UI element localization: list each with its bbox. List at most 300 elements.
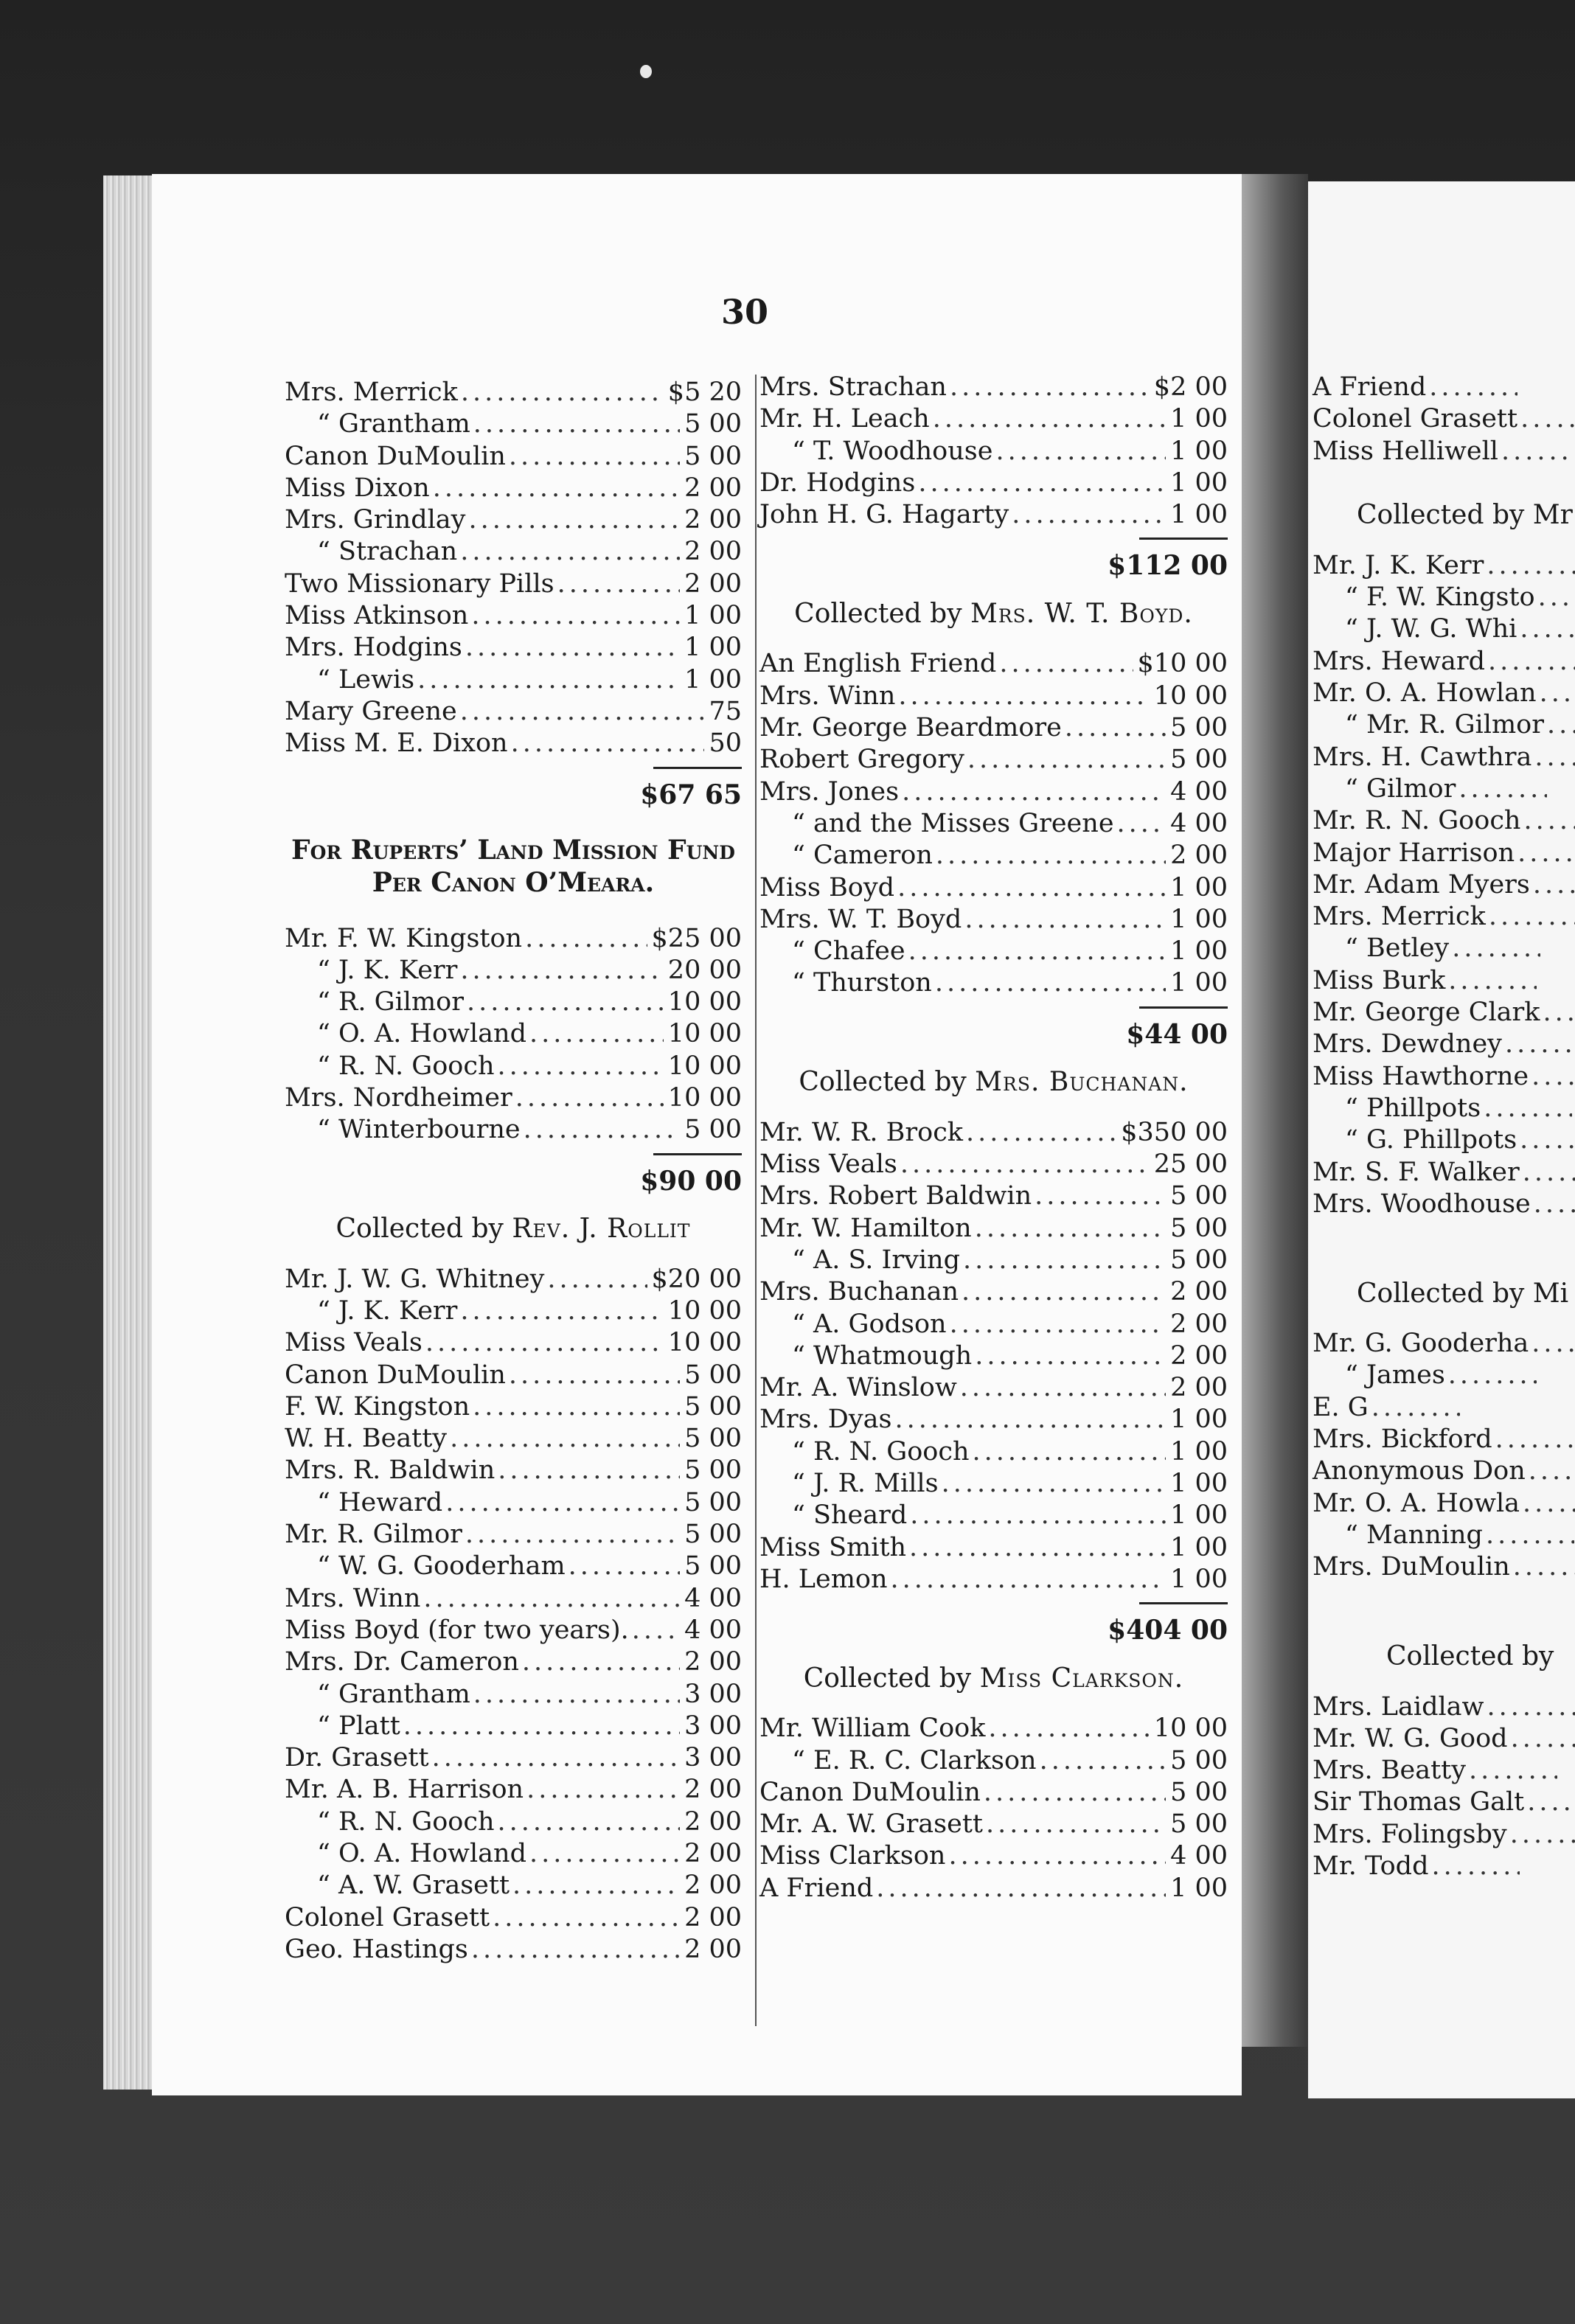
leader-dots bbox=[468, 1935, 680, 1964]
list-item bbox=[759, 841, 1228, 872]
list-item bbox=[759, 372, 1228, 404]
contributor-name: “ Whatmough bbox=[792, 1340, 973, 1371]
list-item bbox=[759, 1405, 1228, 1436]
leader-dots bbox=[1484, 1692, 1575, 1722]
list-item bbox=[1312, 933, 1575, 965]
contributor-name: “ Winterbourne bbox=[317, 1115, 521, 1145]
list-item bbox=[285, 924, 742, 956]
contributor-name: “ Heward bbox=[317, 1487, 443, 1517]
col-c-list3 bbox=[1312, 1329, 1575, 1584]
column-divider bbox=[755, 375, 757, 2026]
contributor-name: Sir Thomas Galt bbox=[1312, 1787, 1525, 1817]
list-item bbox=[285, 697, 742, 728]
col-b-list3 bbox=[759, 1118, 1228, 1596]
contributor-name: Dr. Hodgins bbox=[759, 467, 916, 498]
leader-dots bbox=[888, 1565, 1167, 1594]
leader-dots bbox=[992, 436, 1166, 466]
contribution-amount: 1 00 bbox=[1170, 1436, 1228, 1467]
leader-dots bbox=[1449, 933, 1540, 963]
leader-dots bbox=[1531, 1189, 1575, 1219]
list-item bbox=[1312, 436, 1575, 468]
col-a-list3 bbox=[285, 1264, 742, 1967]
contribution-amount: 2 00 bbox=[684, 568, 742, 599]
leader-dots bbox=[1032, 1181, 1166, 1211]
list-item bbox=[285, 1392, 742, 1424]
leader-dots bbox=[899, 777, 1166, 807]
list-item bbox=[1312, 1787, 1575, 1819]
section-heading bbox=[759, 591, 1228, 636]
list-item bbox=[1312, 1820, 1575, 1851]
contributor-name: Canon DuMoulin bbox=[759, 1777, 981, 1807]
leader-dots bbox=[981, 1778, 1166, 1807]
contributor-name: Mrs. Dewdney bbox=[1312, 1029, 1502, 1060]
list-item bbox=[285, 987, 742, 1019]
leader-dots bbox=[1537, 678, 1575, 708]
contribution-amount: 2 00 bbox=[1170, 1373, 1228, 1403]
contributor-name: Miss Boyd bbox=[759, 872, 895, 902]
leader-dots bbox=[985, 1714, 1149, 1743]
leader-dots bbox=[972, 1214, 1166, 1243]
list-item bbox=[759, 1118, 1228, 1149]
list-item bbox=[759, 1469, 1228, 1500]
heading-collector: Miss Clarkson. bbox=[979, 1663, 1184, 1694]
col-c-list1 bbox=[1312, 372, 1575, 468]
list-item bbox=[759, 1714, 1228, 1745]
list-item bbox=[759, 500, 1228, 532]
total-amount: $404 00 bbox=[1108, 1615, 1228, 1646]
book-page-edges bbox=[103, 175, 155, 2090]
leader-dots bbox=[1492, 1424, 1575, 1454]
leader-dots bbox=[897, 1149, 1150, 1179]
contribution-amount: 5 00 bbox=[684, 1520, 742, 1550]
contributor-name: Mrs. Beatty bbox=[1312, 1756, 1466, 1786]
list-item bbox=[1312, 998, 1575, 1029]
contributor-name: Mrs. Winn bbox=[285, 1583, 421, 1613]
contribution-amount: 1 00 bbox=[684, 601, 742, 631]
leader-dots bbox=[1485, 647, 1575, 676]
total-amount: $44 00 bbox=[1126, 1018, 1228, 1050]
leader-dots bbox=[1037, 1746, 1167, 1775]
leader-dots bbox=[1009, 500, 1166, 529]
list-item bbox=[759, 873, 1228, 905]
col-c-list2 bbox=[1312, 551, 1575, 1221]
section-heading: Collected by bbox=[1386, 1641, 1554, 1671]
list-item bbox=[759, 809, 1228, 841]
list-item bbox=[285, 1647, 742, 1679]
contribution-amount: 1 00 bbox=[1170, 872, 1228, 902]
contributor-name: Canon DuMoulin bbox=[285, 1360, 506, 1390]
contributor-name: Miss Veals bbox=[285, 1328, 423, 1358]
contribution-amount: 50 bbox=[709, 728, 742, 759]
contributor-name: “ E. R. C. Clarkson bbox=[792, 1745, 1037, 1775]
leader-dots bbox=[1515, 838, 1575, 868]
leader-dots bbox=[959, 1277, 1166, 1307]
contributor-name: “ J. K. Kerr bbox=[317, 1295, 458, 1326]
contributor-name: Mrs. Grindlay bbox=[285, 505, 466, 535]
contributor-name: Mr. J. W. G. Whitney bbox=[285, 1264, 545, 1294]
list-item bbox=[759, 777, 1228, 809]
list-item bbox=[1312, 1158, 1575, 1189]
leader-dots bbox=[1445, 966, 1537, 995]
contribution-amount: 2 00 bbox=[684, 1838, 742, 1868]
leader-dots bbox=[957, 1373, 1166, 1402]
contributor-name: Dr. Grasett bbox=[285, 1743, 429, 1773]
list-item bbox=[285, 1775, 742, 1806]
leader-dots bbox=[895, 681, 1149, 711]
contribution-amount: 2 00 bbox=[1170, 1277, 1228, 1307]
col-a-list2 bbox=[285, 924, 742, 1147]
contributor-name: Mr. A. B. Harrison bbox=[285, 1775, 524, 1805]
contribution-amount: 10 00 bbox=[667, 1051, 742, 1081]
list-item bbox=[1312, 710, 1575, 742]
contributor-name: “ T. Woodhouse bbox=[792, 436, 993, 466]
contributor-name: Miss Helliwell bbox=[1312, 436, 1498, 466]
contributor-name: “ R. Gilmor bbox=[317, 987, 464, 1017]
contributor-name: Mr. A. Winslow bbox=[759, 1373, 957, 1403]
contribution-amount: 2 00 bbox=[684, 1806, 742, 1837]
leader-dots bbox=[932, 968, 1166, 998]
contribution-amount: $2 00 bbox=[1153, 372, 1228, 402]
leader-dots bbox=[970, 1437, 1167, 1467]
list-item bbox=[285, 1839, 742, 1871]
leader-dots bbox=[1530, 870, 1575, 900]
contribution-amount: 1 00 bbox=[1170, 1500, 1228, 1531]
contributor-name: Mr. H. Leach bbox=[759, 404, 930, 434]
contribution-amount: 5 00 bbox=[684, 1391, 742, 1422]
list-item bbox=[759, 1309, 1228, 1341]
contributor-name: “ Cameron bbox=[792, 841, 933, 871]
contributor-name: Robert Gregory bbox=[759, 745, 964, 775]
leader-dots bbox=[1502, 1029, 1575, 1059]
list-item bbox=[1312, 1851, 1575, 1883]
list-item bbox=[285, 1360, 742, 1392]
leader-dots bbox=[470, 1392, 680, 1422]
total-amount: $90 00 bbox=[640, 1165, 742, 1197]
list-item bbox=[1312, 902, 1575, 933]
list-item bbox=[1312, 806, 1575, 838]
contributor-name: John H. G. Hagarty bbox=[759, 500, 1009, 530]
leader-dots bbox=[962, 905, 1166, 934]
leader-dots bbox=[1508, 1724, 1575, 1753]
contribution-amount: 1 00 bbox=[1170, 1469, 1228, 1499]
list-item bbox=[285, 1711, 742, 1743]
heading-prefix: Collected by bbox=[799, 1067, 967, 1098]
heading-collector: Mrs. Buchanan. bbox=[975, 1067, 1189, 1098]
contributor-name: Mr. O. A. Howlan bbox=[1312, 678, 1537, 709]
list-item bbox=[759, 713, 1228, 745]
list-item bbox=[285, 1551, 742, 1583]
contributor-name: Miss Boyd (for two years). bbox=[285, 1615, 629, 1645]
contribution-amount: 10 00 bbox=[667, 1019, 742, 1049]
dust-speck bbox=[640, 65, 652, 78]
list-item bbox=[1312, 647, 1575, 678]
list-item bbox=[1312, 372, 1575, 404]
col-b-list2 bbox=[759, 649, 1228, 1000]
list-item bbox=[285, 1935, 742, 1966]
contribution-amount: 10 00 bbox=[1153, 681, 1228, 711]
list-item bbox=[1312, 1329, 1575, 1360]
contributor-name: “ Chafee bbox=[792, 936, 905, 967]
contributor-name: Colonel Grasett bbox=[1312, 404, 1518, 434]
leader-dots bbox=[526, 1839, 680, 1868]
heading-collector: Rev. J. Rollit bbox=[512, 1214, 691, 1245]
leader-dots bbox=[457, 1296, 663, 1326]
contribution-amount: 10 00 bbox=[1153, 1714, 1228, 1744]
contributor-name: A Friend bbox=[759, 1873, 874, 1903]
list-item bbox=[285, 505, 742, 537]
contribution-amount: $20 00 bbox=[651, 1264, 742, 1294]
contribution-amount: 5 00 bbox=[1170, 713, 1228, 743]
leader-dots bbox=[933, 841, 1166, 870]
leader-dots bbox=[495, 1051, 664, 1081]
list-item bbox=[285, 601, 742, 633]
contributor-name: Major Harrison bbox=[1312, 838, 1515, 868]
leader-dots bbox=[429, 1743, 681, 1772]
leader-dots bbox=[524, 1775, 680, 1804]
leader-dots bbox=[1484, 551, 1575, 580]
contribution-amount: 1 00 bbox=[1170, 1564, 1228, 1594]
list-item bbox=[759, 1245, 1228, 1277]
leader-dots bbox=[544, 1264, 647, 1294]
contributor-name: Miss Veals bbox=[759, 1149, 897, 1180]
list-item bbox=[1312, 1724, 1575, 1756]
leader-dots bbox=[1517, 614, 1575, 644]
contribution-amount: 4 00 bbox=[1170, 776, 1228, 807]
leader-dots bbox=[915, 468, 1166, 498]
leader-dots bbox=[465, 505, 680, 535]
contribution-amount: 5 00 bbox=[684, 441, 742, 471]
leader-dots bbox=[420, 1584, 680, 1613]
contribution-amount: 5 00 bbox=[684, 1455, 742, 1486]
contribution-amount: 2 00 bbox=[684, 473, 742, 503]
leader-dots bbox=[1520, 806, 1575, 835]
leader-dots bbox=[983, 1809, 1166, 1839]
contribution-amount: 1 00 bbox=[1170, 1532, 1228, 1562]
list-item bbox=[285, 1807, 742, 1839]
list-item bbox=[285, 1296, 742, 1328]
contributor-name: Mrs. Dyas bbox=[759, 1405, 892, 1435]
list-item bbox=[759, 1341, 1228, 1373]
contribution-amount: 2 00 bbox=[684, 1775, 742, 1805]
contributor-name: Mrs. Hodgins bbox=[285, 633, 462, 663]
list-item bbox=[1312, 1093, 1575, 1125]
leader-dots bbox=[519, 1647, 680, 1677]
list-item bbox=[1312, 966, 1575, 998]
contributor-name: “ Grantham bbox=[317, 1679, 470, 1709]
leader-dots bbox=[1510, 1552, 1575, 1582]
list-item bbox=[759, 1149, 1228, 1181]
leader-dots bbox=[1062, 713, 1166, 742]
contributor-name: “ F. W. Kingsto bbox=[1345, 582, 1535, 613]
list-item bbox=[285, 1083, 742, 1115]
contributor-name: Mrs. Laidlaw bbox=[1312, 1691, 1484, 1722]
list-item bbox=[1312, 551, 1575, 582]
leader-dots bbox=[526, 1019, 664, 1048]
leader-dots bbox=[945, 1841, 1166, 1871]
list-item bbox=[759, 649, 1228, 681]
contribution-amount: 2 00 bbox=[684, 1934, 742, 1964]
contributor-name: Colonel Grasett bbox=[285, 1902, 490, 1932]
contribution-amount: 5 00 bbox=[684, 409, 742, 439]
contributor-name: Mr. J. K. Kerr bbox=[1312, 550, 1484, 580]
list-item bbox=[285, 1743, 742, 1775]
contribution-amount: 1 00 bbox=[1170, 904, 1228, 934]
contributor-name: “ Strachan bbox=[317, 537, 458, 567]
contributor-name: Mrs. Dr. Cameron bbox=[285, 1647, 519, 1677]
contributor-name: Canon DuMoulin bbox=[285, 441, 506, 471]
list-item bbox=[759, 404, 1228, 436]
contributor-name: “ Thurston bbox=[792, 968, 932, 998]
col-c-list4 bbox=[1312, 1692, 1575, 1884]
contributor-name: “ A. W. Grasett bbox=[317, 1871, 510, 1901]
contribution-amount: 1 00 bbox=[1170, 968, 1228, 998]
contributor-name: “ Grantham bbox=[317, 409, 470, 439]
leader-dots bbox=[457, 697, 705, 726]
list-item bbox=[1312, 1552, 1575, 1584]
list-item bbox=[1312, 1692, 1575, 1724]
contribution-amount: 5 00 bbox=[1170, 1213, 1228, 1243]
contributor-name: Anonymous Don bbox=[1312, 1456, 1526, 1486]
contributor-name: Mr. George Clark bbox=[1312, 998, 1540, 1028]
list-item bbox=[285, 1424, 742, 1455]
contribution-amount: 2 00 bbox=[684, 1871, 742, 1901]
list-item bbox=[285, 569, 742, 601]
section-heading bbox=[759, 1060, 1228, 1104]
contribution-amount: 1 00 bbox=[1170, 467, 1228, 498]
contributor-name: “ J. K. Kerr bbox=[317, 955, 458, 985]
contributor-name: “ A. Godson bbox=[792, 1309, 947, 1339]
contributor-name: Mary Greene bbox=[285, 696, 457, 726]
contributor-name: F. W. Kingston bbox=[285, 1391, 470, 1422]
contribution-amount: 20 00 bbox=[667, 955, 742, 985]
contributor-name: “ Mr. R. Gilmor bbox=[1345, 710, 1544, 740]
contribution-amount: 3 00 bbox=[684, 1711, 742, 1741]
list-item bbox=[285, 665, 742, 697]
leader-dots bbox=[939, 1469, 1166, 1498]
heading-line: For Ruperts’ Land Mission Fund bbox=[291, 834, 735, 866]
list-item bbox=[285, 728, 742, 760]
leader-dots bbox=[1524, 1787, 1575, 1817]
contributor-name: Miss Burk bbox=[1312, 965, 1446, 995]
leader-dots bbox=[1544, 710, 1575, 740]
list-item bbox=[759, 1746, 1228, 1778]
list-item bbox=[1312, 1125, 1575, 1157]
leader-dots bbox=[972, 1341, 1166, 1371]
leader-dots bbox=[960, 1245, 1166, 1275]
list-item bbox=[285, 1520, 742, 1551]
leader-dots bbox=[1507, 1820, 1575, 1849]
list-item bbox=[285, 1019, 742, 1051]
list-item bbox=[759, 968, 1228, 1000]
leader-dots bbox=[414, 665, 680, 695]
contributor-name: A Friend bbox=[1312, 372, 1427, 402]
leader-dots bbox=[1540, 998, 1575, 1027]
leader-dots bbox=[468, 601, 680, 630]
list-item bbox=[759, 1565, 1228, 1596]
list-item bbox=[285, 1264, 742, 1296]
contributor-name: Mrs. Merrick bbox=[285, 378, 458, 407]
leader-dots bbox=[464, 987, 664, 1017]
contributor-name: “ and the Misses Greene bbox=[792, 808, 1114, 838]
leader-dots bbox=[891, 1405, 1166, 1434]
list-item bbox=[1312, 1489, 1575, 1520]
contributor-name: Miss Atkinson bbox=[285, 601, 469, 631]
list-item bbox=[759, 1778, 1228, 1809]
list-item bbox=[1312, 1756, 1575, 1787]
leader-dots bbox=[508, 728, 705, 758]
leader-dots bbox=[506, 442, 680, 471]
contributor-name: “ W. G. Gooderham bbox=[317, 1551, 566, 1582]
contribution-amount: 1 00 bbox=[1170, 436, 1228, 466]
leader-dots bbox=[554, 569, 680, 599]
list-item bbox=[1312, 1189, 1575, 1221]
list-item bbox=[1312, 1360, 1575, 1392]
contributor-name: Mr. W. G. Good bbox=[1312, 1723, 1508, 1753]
contributor-name: “ Platt bbox=[317, 1711, 400, 1741]
leader-dots bbox=[522, 924, 647, 953]
leader-dots bbox=[1520, 1489, 1575, 1518]
contributor-name: Mr. W. R. Brock bbox=[759, 1117, 964, 1147]
contributor-name: Mr. George Beardmore bbox=[759, 713, 1062, 743]
leader-dots bbox=[1466, 1756, 1557, 1785]
total-amount: $112 00 bbox=[1108, 550, 1228, 582]
contributor-name: “ Sheard bbox=[792, 1500, 908, 1531]
contributor-name: “ O. A. Howland bbox=[317, 1838, 526, 1868]
contributor-name: H. Lemon bbox=[759, 1564, 888, 1594]
list-item bbox=[285, 1455, 742, 1487]
contributor-name: Miss Clarkson bbox=[759, 1841, 946, 1871]
list-item bbox=[759, 1214, 1228, 1245]
leader-dots bbox=[1456, 774, 1547, 804]
heading-collector: Mrs. W. T. Boyd. bbox=[970, 598, 1193, 629]
contributor-name: “ Manning bbox=[1345, 1520, 1483, 1550]
list-item bbox=[1312, 838, 1575, 870]
contribution-amount: 4 00 bbox=[684, 1583, 742, 1613]
contributor-name: Mrs. H. Cawthra bbox=[1312, 742, 1532, 772]
contribution-amount: 5 00 bbox=[684, 1424, 742, 1454]
contribution-amount: $25 00 bbox=[651, 923, 742, 953]
contributor-name: “ R. N. Gooch bbox=[317, 1051, 495, 1081]
contribution-amount: 5 00 bbox=[684, 1115, 742, 1145]
contributor-name: Mrs. Winn bbox=[759, 681, 896, 711]
contributor-name: Mrs. Nordheimer bbox=[285, 1083, 512, 1113]
contribution-amount: 1 00 bbox=[684, 664, 742, 695]
list-item bbox=[1312, 404, 1575, 436]
leader-dots bbox=[1369, 1393, 1460, 1422]
list-item bbox=[759, 1874, 1228, 1905]
contribution-amount: $350 00 bbox=[1121, 1117, 1228, 1147]
contribution-amount: 5 00 bbox=[1170, 1245, 1228, 1275]
leader-dots bbox=[470, 409, 680, 439]
contributor-name: Mr. F. W. Kingston bbox=[285, 923, 523, 953]
leader-dots bbox=[930, 404, 1166, 434]
list-item bbox=[285, 537, 742, 568]
list-item bbox=[1312, 582, 1575, 614]
list-item bbox=[1312, 1062, 1575, 1093]
contribution-amount: 2 00 bbox=[1170, 1309, 1228, 1339]
contributor-name: Geo. Hastings bbox=[285, 1934, 468, 1964]
list-item bbox=[1312, 1393, 1575, 1424]
contribution-amount: 5 00 bbox=[684, 1487, 742, 1517]
contribution-amount: 1 00 bbox=[1170, 404, 1228, 434]
list-item bbox=[285, 1584, 742, 1615]
contribution-amount: 2 00 bbox=[684, 537, 742, 567]
list-item bbox=[1312, 1456, 1575, 1488]
contribution-amount: 1 00 bbox=[1170, 500, 1228, 530]
list-item bbox=[759, 468, 1228, 500]
contributor-name: Mrs. Merrick bbox=[1312, 902, 1486, 932]
leader-dots bbox=[510, 1871, 680, 1900]
